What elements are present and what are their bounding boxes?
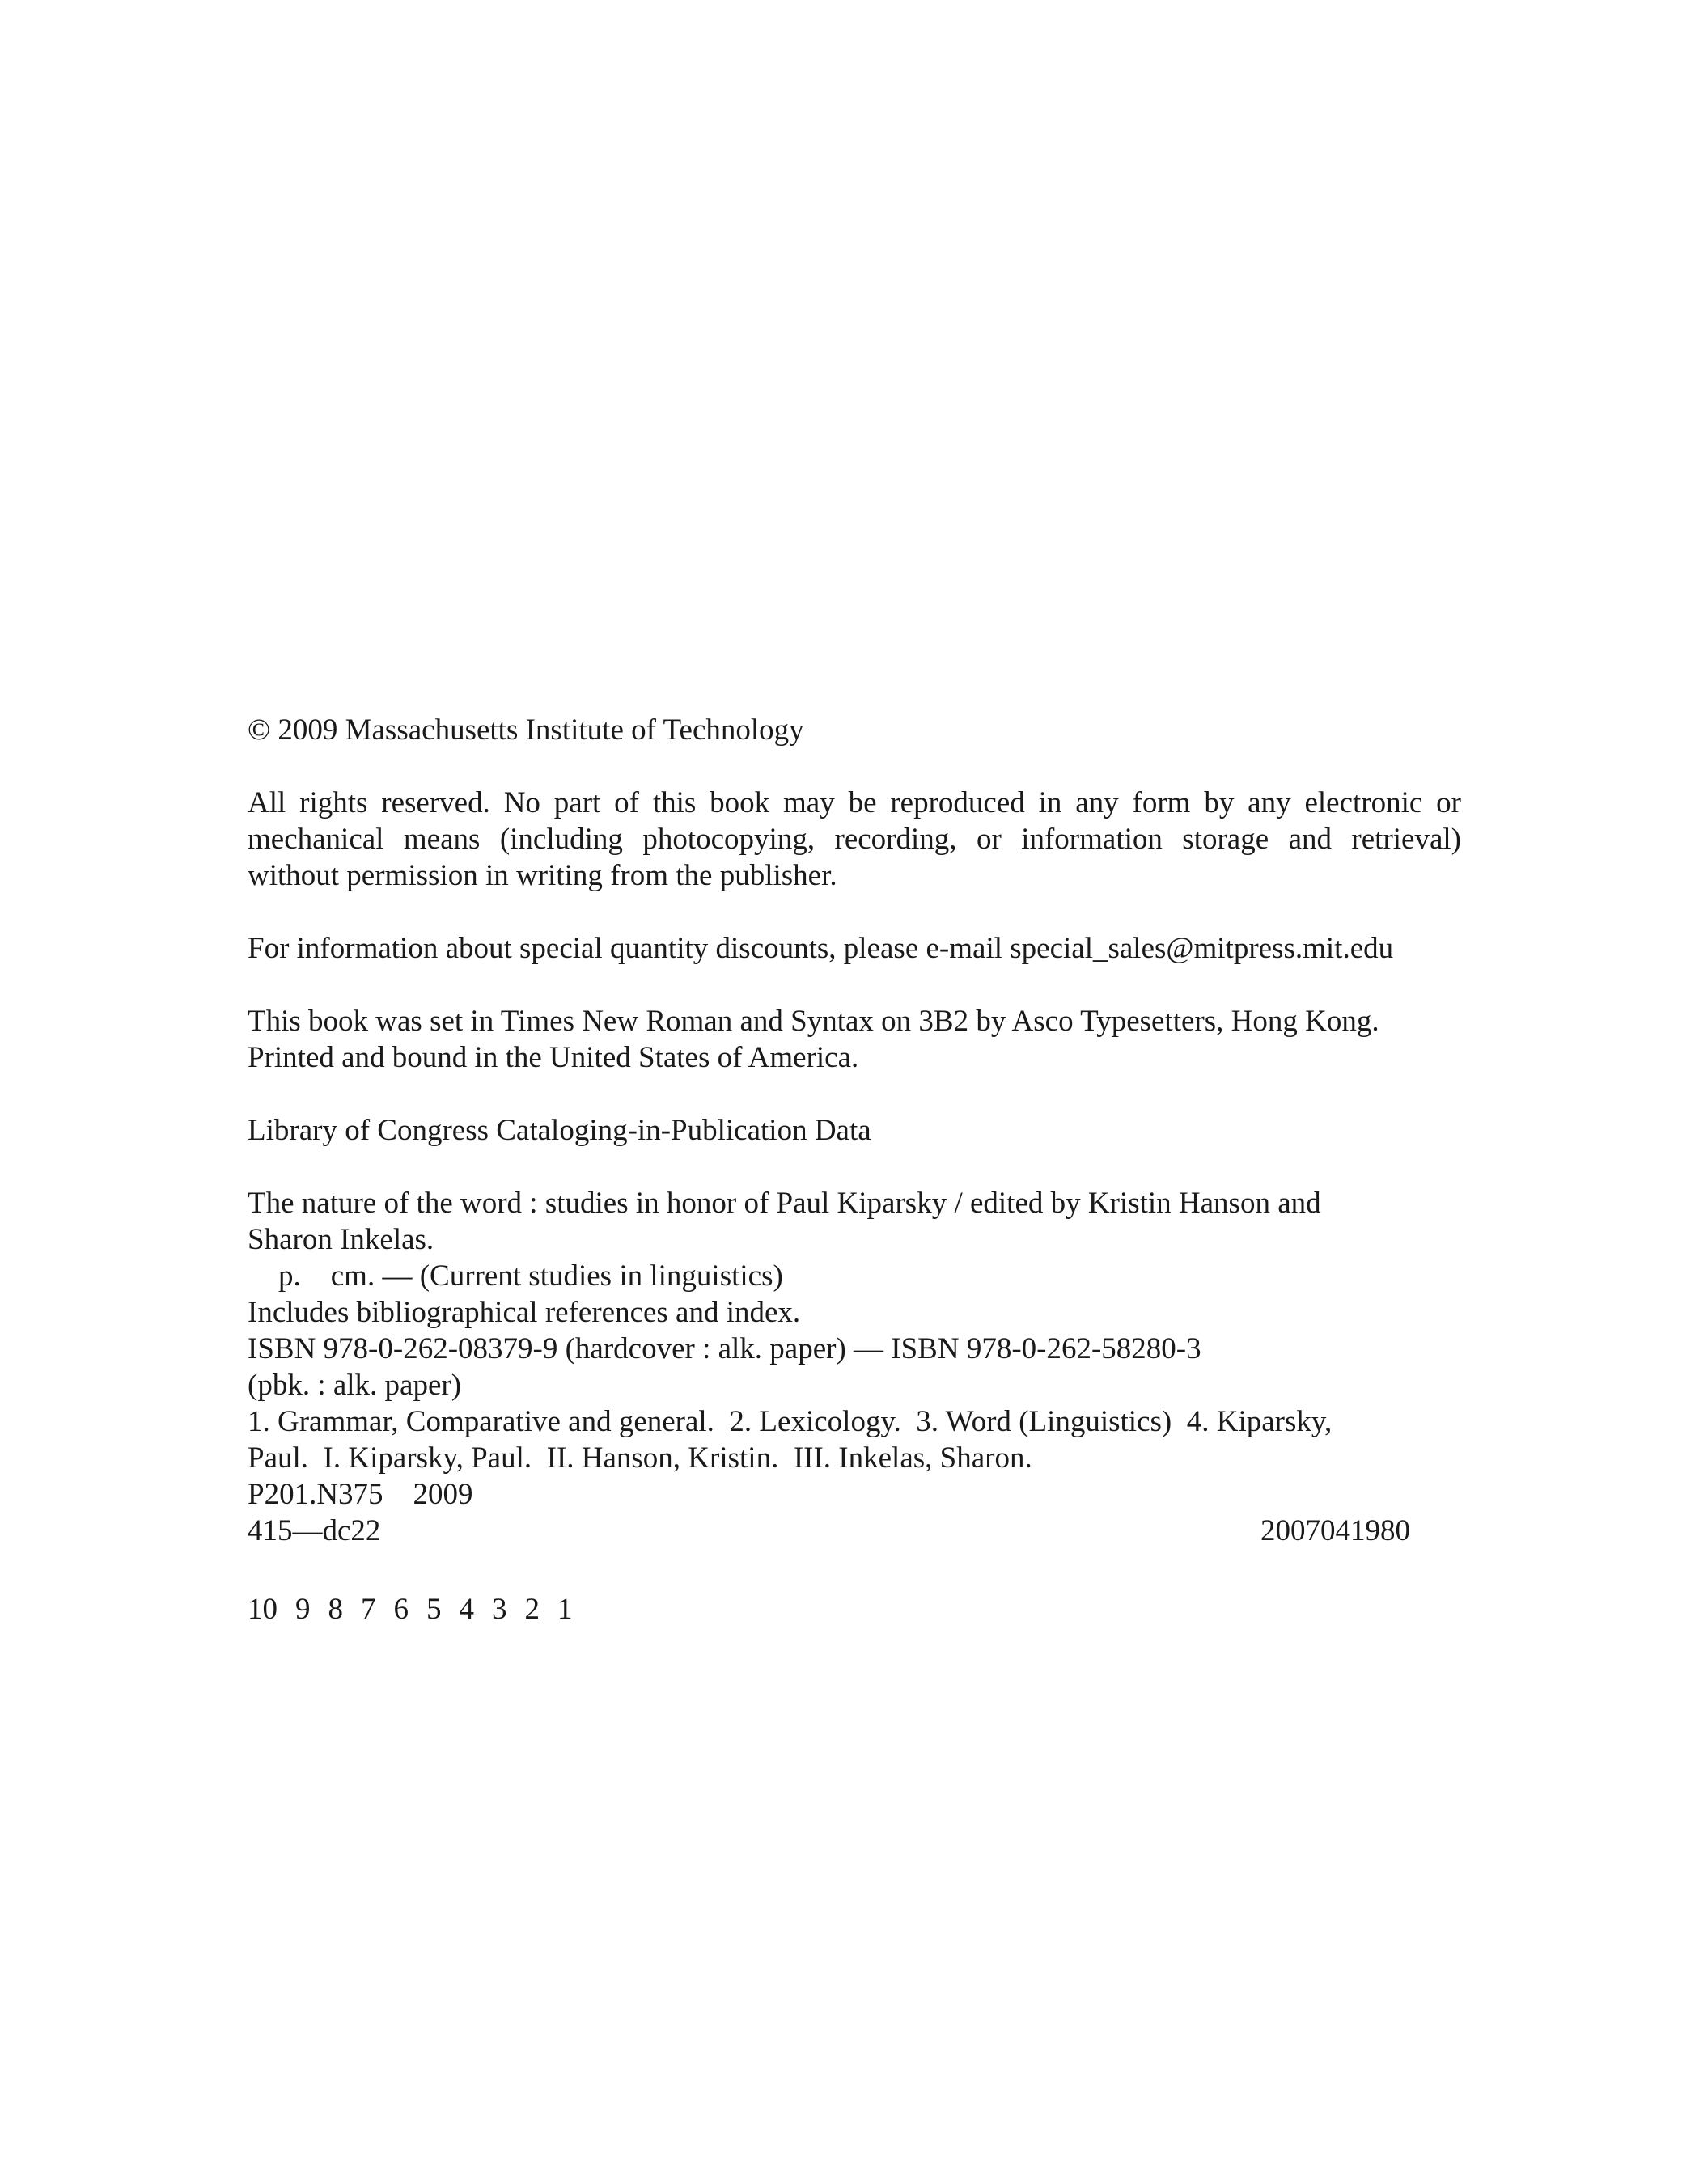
cip-call-number: P201.N375 2009 [248, 1478, 473, 1511]
rights-line-3: without permission in writing from the publisher. [248, 859, 837, 892]
cip-dewey: 415—dc22 [248, 1514, 381, 1547]
cip-heading-text: Library of Congress Cataloging-in-Publication Data [248, 1114, 871, 1147]
printing-line [248, 1591, 1461, 1627]
copyright-line: © 2009 Massachusetts Institute of Technology [248, 713, 804, 747]
cip-isbn-line-2: (pbk. : alk. paper) [248, 1369, 462, 1402]
printing-number: 10 [248, 1593, 278, 1626]
cip-isbn-line-1: ISBN 978-0-262-08379-9 (hardcover : alk. paper) — ISBN 978-0-262-58280-3 [248, 1332, 1201, 1365]
typesetting-line-2: Printed and bound in the United States of America. [248, 1041, 859, 1074]
printing-number: 7 [361, 1593, 376, 1626]
cip-title-line-2: Sharon Inkelas. [248, 1223, 434, 1256]
cip-record [248, 1185, 1461, 1549]
cip-includes: Includes bibliographical references and index. [248, 1296, 801, 1329]
rights-line-1: All rights reserved. No part of this book may be reproduced in any form by any electronic or [248, 786, 1461, 819]
cip-title-line-1: The nature of the word : studies in honor of Paul Kiparsky / edited by Kristin Hanson and [248, 1187, 1321, 1220]
printing-number: 1 [557, 1593, 573, 1626]
discounts-line: For information about special quantity discounts, please e-mail special_sales@mitpress.mit.edu [248, 932, 1394, 965]
discounts-paragraph [248, 930, 1461, 967]
copyright-notice [248, 712, 1461, 748]
typesetting-paragraph [248, 1003, 1461, 1076]
printing-number: 9 [295, 1593, 311, 1626]
printing-number: 5 [426, 1593, 442, 1626]
cip-series: p. cm. — (Current studies in linguistics) [278, 1259, 783, 1293]
cip-subjects-line-1: 1. Grammar, Comparative and general. 2. Lexicology. 3. Word (Linguistics) 4. Kiparsky, [248, 1405, 1333, 1438]
printing-number: 2 [524, 1593, 540, 1626]
cip-lccn: 2007041980 [1260, 1514, 1410, 1547]
printing-number: 4 [459, 1593, 474, 1626]
cip-classification-row [248, 1513, 1410, 1549]
typesetting-line-1: This book was set in Times New Roman and Syntax on 3B2 by Asco Typesetters, Hong Kong. [248, 1005, 1379, 1038]
printing-number: 6 [393, 1593, 409, 1626]
cip-heading [248, 1112, 1461, 1149]
printing-number: 8 [328, 1593, 343, 1626]
rights-line-2: mechanical means (including photocopying, recording, or information storage and retrieval) [248, 823, 1461, 856]
cip-subjects-line-2: Paul. I. Kiparsky, Paul. II. Hanson, Kristin. III. Inkelas, Sharon. [248, 1441, 1032, 1475]
printing-number: 3 [492, 1593, 507, 1626]
rights-paragraph [248, 785, 1461, 894]
